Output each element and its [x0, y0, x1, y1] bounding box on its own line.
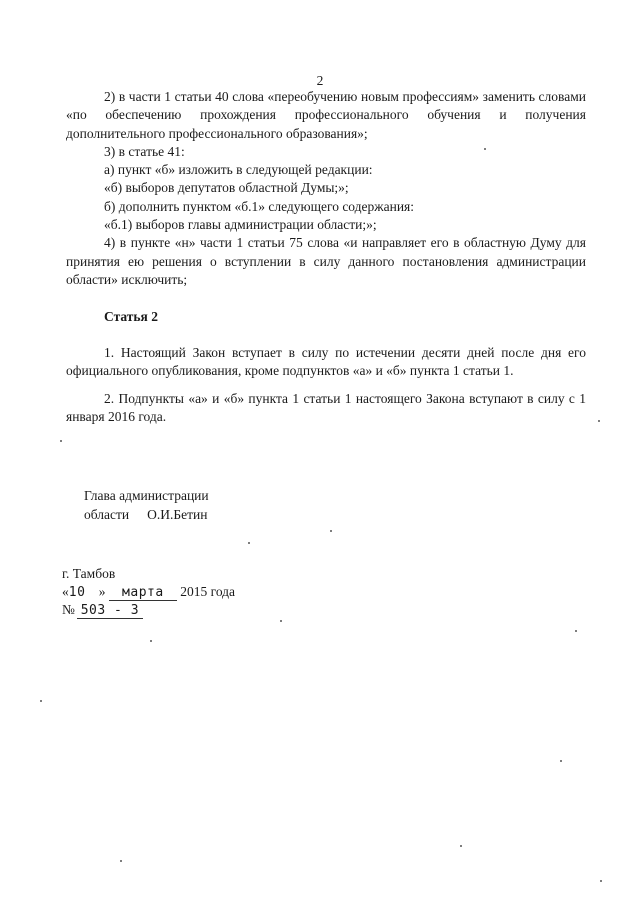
paragraph-amendment-4: 4) в пункте «н» части 1 статьи 75 слова «и направляет его в областную Думу для принятия ею решения о вступлении в силу данного постановления администрации области» исключить; — [66, 235, 586, 287]
scan-speck — [598, 420, 600, 422]
scan-speck — [600, 880, 602, 882]
scan-speck — [484, 148, 486, 150]
paragraph-subpoint-b: б) дополнить пунктом «б.1» следующего содержания: — [104, 198, 415, 214]
date-year: 2015 года — [180, 583, 236, 599]
signatory-name: О.И.Бетин — [147, 506, 208, 522]
page-number: 2 — [316, 73, 324, 88]
document-body — [66, 88, 586, 427]
scan-speck — [40, 700, 42, 702]
scan-speck — [60, 440, 62, 442]
paragraph-subpoint-a: а) пункт «б» изложить в следующей редакции: — [104, 162, 373, 178]
signature-block — [84, 487, 209, 524]
scan-speck — [280, 620, 282, 622]
place-date-block — [62, 565, 235, 619]
paragraph-amendment-3: 3) в статье 41: — [104, 143, 185, 159]
article-2-heading: Статья 2 — [104, 309, 158, 325]
scan-speck — [560, 760, 562, 762]
document-number-line — [62, 601, 235, 619]
scan-speck — [248, 542, 250, 544]
scan-speck — [330, 530, 332, 532]
date-day: 10 — [68, 584, 86, 600]
number-label: № — [62, 601, 75, 617]
scan-speck — [120, 860, 122, 862]
date-month: марта — [109, 586, 177, 601]
date-line: «10 » марта 2015 года — [62, 583, 236, 600]
document-number: 503 - З — [77, 604, 143, 619]
paragraph-amendment-2: 2) в части 1 статьи 40 слова «переобучению новым профессиям» заменить словами «по обеспечению прохождения профессионального обучения и получения дополнительного профессионального образования»; — [66, 89, 586, 141]
paragraph-quote-b: «б) выборов депутатов областной Думы;»; — [104, 180, 349, 196]
scan-speck — [150, 640, 152, 642]
paragraph-quote-b1: «б.1) выборов главы администрации области;»; — [104, 217, 377, 233]
signature-title-cont: области — [84, 506, 130, 522]
signature-title: Глава администрации — [84, 488, 209, 503]
article-2-paragraph-2: 2. Подпункты «а» и «б» пункта 1 статьи 1 настоящего Закона вступают в силу с 1 января 2016 года. — [66, 391, 586, 425]
scan-speck — [575, 630, 577, 632]
city: г. Тамбов — [62, 566, 116, 581]
scan-speck — [460, 845, 462, 847]
article-2-paragraph-1: 1. Настоящий Закон вступает в силу по истечении десяти дней после дня его официального опубликования, кроме подпунктов «а» и «б» пункта 1 статьи 1. — [66, 344, 586, 378]
